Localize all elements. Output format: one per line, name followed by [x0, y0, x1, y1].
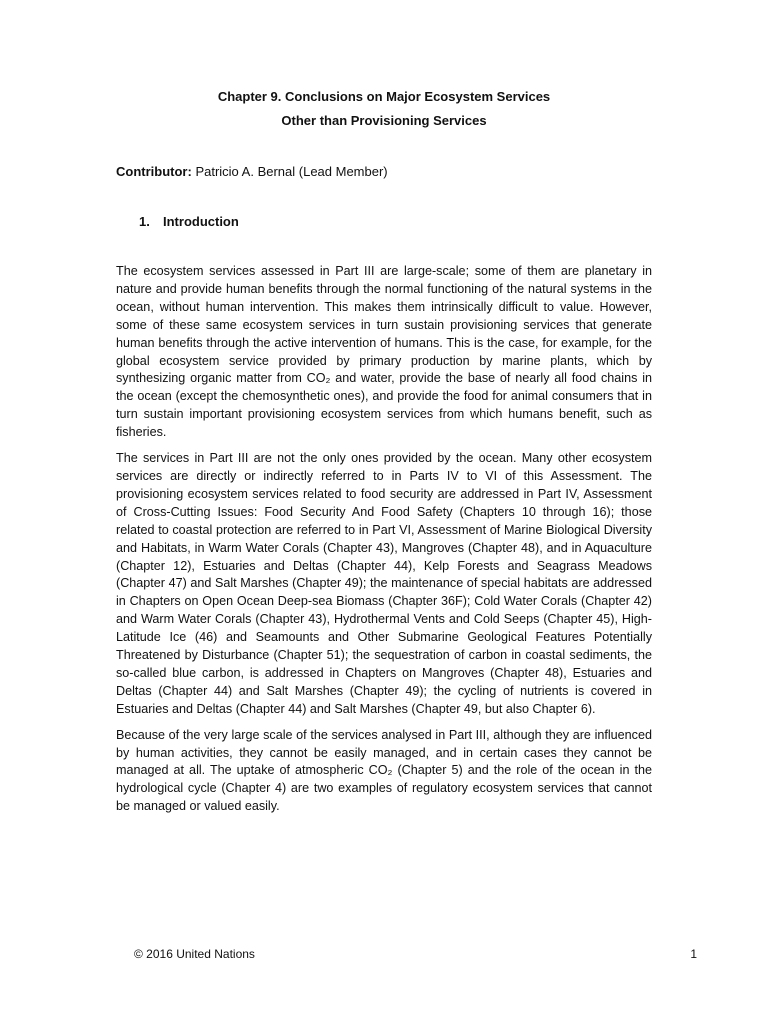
section-title: Introduction	[163, 214, 239, 229]
contributor-label: Contributor:	[116, 164, 192, 179]
contributor-line	[116, 164, 388, 179]
page-number: 1	[690, 947, 697, 961]
footer-copyright: © 2016 United Nations	[134, 947, 255, 961]
chapter-title: Chapter 9. Conclusions on Major Ecosystem Services	[217, 89, 551, 104]
paragraph: The services in Part III are not the only ones provided by the ocean. Many other ecosystem services are directly or indirectly referred to in Parts IV to VI of this Assessment. The provisioning ecosystem services related to food security are addressed in Part IV, Assessment of Cross-Cutting Issues: Food Security And Food Safety (Chapters 10 through 16); those related to coastal protection are referred to in Part VI, Assessment of Marine Biological Diversity and Habitats, in Warm Water Corals (Chapter 43), Mangroves (Chapter 48), and in Aquaculture (Chapter 12), Estuaries and Deltas (Chapter 44), Kelp Forests and Seagrass Meadows (Chapter 47) and Salt Marshes (Chapter 49); the maintenance of special habitats are addressed in Chapters on Open Ocean Deep-sea Biomass (Chapter 36F); Cold Water Corals (Chapter 42) and Warm Water Corals (Chapter 43), Hydrothermal Vents and Cold Seeps (Chapter 45), High-Latitude Ice (46) and Seamounts and Other Submarine Geological Features Potentially Threatened by Disturbance (Chapter 51); the sequestration of carbon in coastal sediments, the so-called blue carbon, is addressed in Chapters on Mangroves (Chapter 48), Estuaries and Deltas (Chapter 44) and Salt Marshes (Chapter 49); the cycling of nutrients is covered in Estuaries and Deltas (Chapter 44) and Salt Marshes (Chapter 49, but also Chapter 6).	[116, 451, 652, 716]
contributor-name: Patricio A. Bernal (Lead Member)	[195, 164, 388, 179]
paragraph: The ecosystem services assessed in Part III are large-scale; some of them are planetary in nature and provide human benefits through the normal functioning of the natural systems in the ocean, without human intervention. This makes them intrinsically difficult to value. However, some of these same ecosystem services in turn sustain provisioning services that generate human benefits through the active intervention of humans. This is the case, for example, for the global ecosystem service provided by primary production by marine plants, which by synthesizing organic matter from CO₂ and water, provide the base of nearly all food chains in the ocean (except the chemosynthetic ones), and provide the food for animal consumers that in turn sustain important provisioning ecosystem services from which humans benefit, such as fisheries.	[116, 264, 652, 440]
paragraph: Because of the very large scale of the services analysed in Part III, although they are influenced by human activities, they cannot be easily managed, and in certain cases they cannot be managed at all. The uptake of atmospheric CO₂ (Chapter 5) and the role of the ocean in the hydrological cycle (Chapter 4) are two examples of regulatory ecosystem services that cannot be managed or valued easily.	[116, 727, 652, 814]
section-heading	[139, 214, 239, 229]
chapter-subtitle: Other than Provisioning Services	[281, 113, 487, 128]
body-text	[116, 263, 652, 824]
section-number: 1.	[139, 214, 150, 229]
